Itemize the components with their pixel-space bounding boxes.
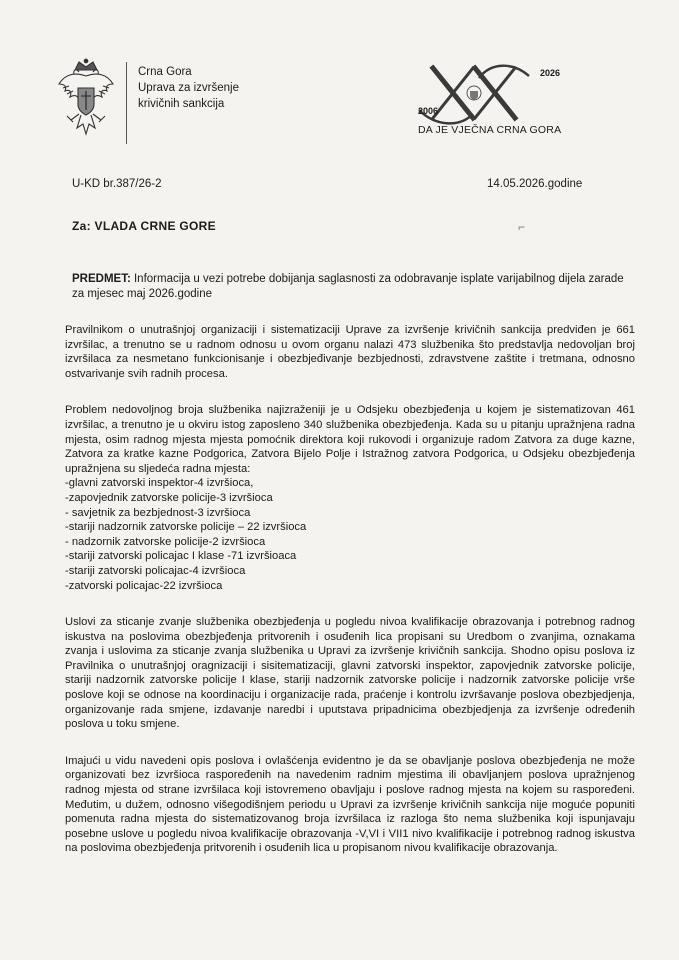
document-date: 14.05.2026.godine — [487, 178, 583, 190]
paragraph-3: Uslovi za sticanje zvanje službenika obezbjeđenja u pogledu nivoa kvalifikacije obrazovanja i potrebnog radnog iskustva na poslovima obezbjeđenja pritvorenih i osuđenih lica propisani su Uredbom o zvanjima, oznakama zvanja i uslovima za sticanje zvanja službenika u Upravi za izvršenje krivičnih sankcija. Shodno opisu poslova iz Pravilnika o unutrašnjoj oragnizaciji i sisitematizaciji, glavni zatvorski inspektor, zapovjednik zatvorske policije, stariji nadzornik zatvorske policije I klase, stariji nadzornik zatvorske policije i nadzornik zatvorske policije vrše poslove koji se odnose na koordinaciju i organizacije rada, praćenje i kontrolu izvršavanje poslova obezbjedjenja, organizovanje rada smjene, izdavanje naredbi i uputstava pripadnicima obezbjedjenja za izvršenje određenih poslova u toku smjene. — [65, 616, 635, 731]
list-item: - savjetnik za bezbjednost-3 izvršioca — [65, 506, 251, 519]
logo-year-left: 2006 — [418, 106, 439, 116]
institution-name — [138, 64, 239, 112]
list-item: -stariji nadzornik zatvorske policije – 22 izvršioca — [65, 521, 307, 534]
logo-year-right: 2026 — [540, 68, 561, 78]
letter-body — [65, 323, 635, 878]
list-item: -glavni zatvorski inspektor-4 izvršioca, — [65, 477, 254, 490]
list-item: -stariji zatvorski policajac I klase -71 izvršioaca — [65, 550, 297, 563]
paragraph-1: Pravilnikom o unutrašnjoj organizaciji i sistematizaciji Uprave za izvršenje krivičnih sankcija predviđen je 661 izvršilac, a trenutno se u radnom odnosu u ovom organu nalazi 473 službenika što predstavlja nedovoljan broj izvršilaca za nesmetano funkcionisanje i obezbjeđivanje bezbjednosti, zdravstvene zaštite i tretmana, odnosno ostvarivanje svih radnih procesa. — [65, 324, 635, 380]
institution-line-1: Crna Gora — [138, 66, 192, 78]
recipient: Za: VLADA CRNE GORE — [72, 219, 216, 233]
paragraph-4: Imajući u vidu navedeni opis poslova i ovlašćenja evidentno je da se obavljanje poslova obezbjeđenja ne može organizovati bez izvršioca raspoređenih na navedenim radnim mjestima ili obavljanjem poslova upražnjenog radnog mjesta od strane izvršilaca koji istovremeno obavljaju i poslove radnog mjesta na kojem su raspoređeni. Međutim, u dužem, odnosno višegodišnjem periodu u Upravi za izvršenje krivičnih sankcija nije moguće popuniti pomenuta radna mjesta do sistematizovanog broja izvršilaca iz razloga što nema službenika koji ispunjavaju posebne uslove u pogledu nivoa kvalifikacije obrazovanja -V,VI i VII1 nivo kvalifikacije i potrebnog radnog iskustva na poslovima obezbjeđenja pritvorenih i osuđenih lica u propisanom nivou kvalifikacije obrazovanja. — [65, 754, 635, 855]
reference-number: U-KD br.387/26-2 — [72, 178, 162, 190]
list-item: -zatvorski policajac-22 izvršioca — [65, 579, 223, 592]
logo-tagline: DA JE VJEČNA CRNA GORA — [418, 124, 562, 136]
list-item: -stariji zatvorski policajac-4 izvršioca — [65, 564, 246, 577]
paragraph-2: Problem nedovoljnog broja službenika najizraženiji je u Odsjeku obezbjeđenja u kojem je sistematizovan 461 izvršilac, a trenutno je u okviru istog zaposleno 340 službenika obezbjeđenja. Kada su u pitanju upražnjena radna mjesta, osim radnog mjesta mjesta pomoćnik direktora koji rukovodi i organizuje radom Zatvora za duge kazne, Zatvora za kratke kazne Podgorica, Zatvora Bijelo Polje i Istražnog zatvora Podgorica, u Odsjeku obezbjeđenja upražnjena su sljedeća radna mjesta: — [65, 404, 635, 475]
montenegro-coat-of-arms-icon — [55, 58, 117, 142]
list-item: -zapovjednik zatvorske policije-3 izvršioca — [65, 491, 273, 504]
institution-line-3: krivičnih sankcija — [138, 98, 225, 110]
pen-mark-icon: ⌐ — [518, 220, 526, 234]
subject-block — [72, 272, 632, 302]
header-divider — [126, 62, 127, 144]
subject-text: Informacija u vezi potrebe dobijanja saglasnosti za odobravanje isplate varijabilnog dijela zarade za mjesec maj 2026.godine — [72, 273, 624, 300]
institution-line-2: Uprava za izvršenje — [138, 82, 239, 94]
vacant-positions-list — [65, 476, 635, 593]
subject-label: PREDMET: — [72, 273, 131, 285]
list-item: - nadzornik zatvorske policije-2 izvršioca — [65, 535, 266, 548]
